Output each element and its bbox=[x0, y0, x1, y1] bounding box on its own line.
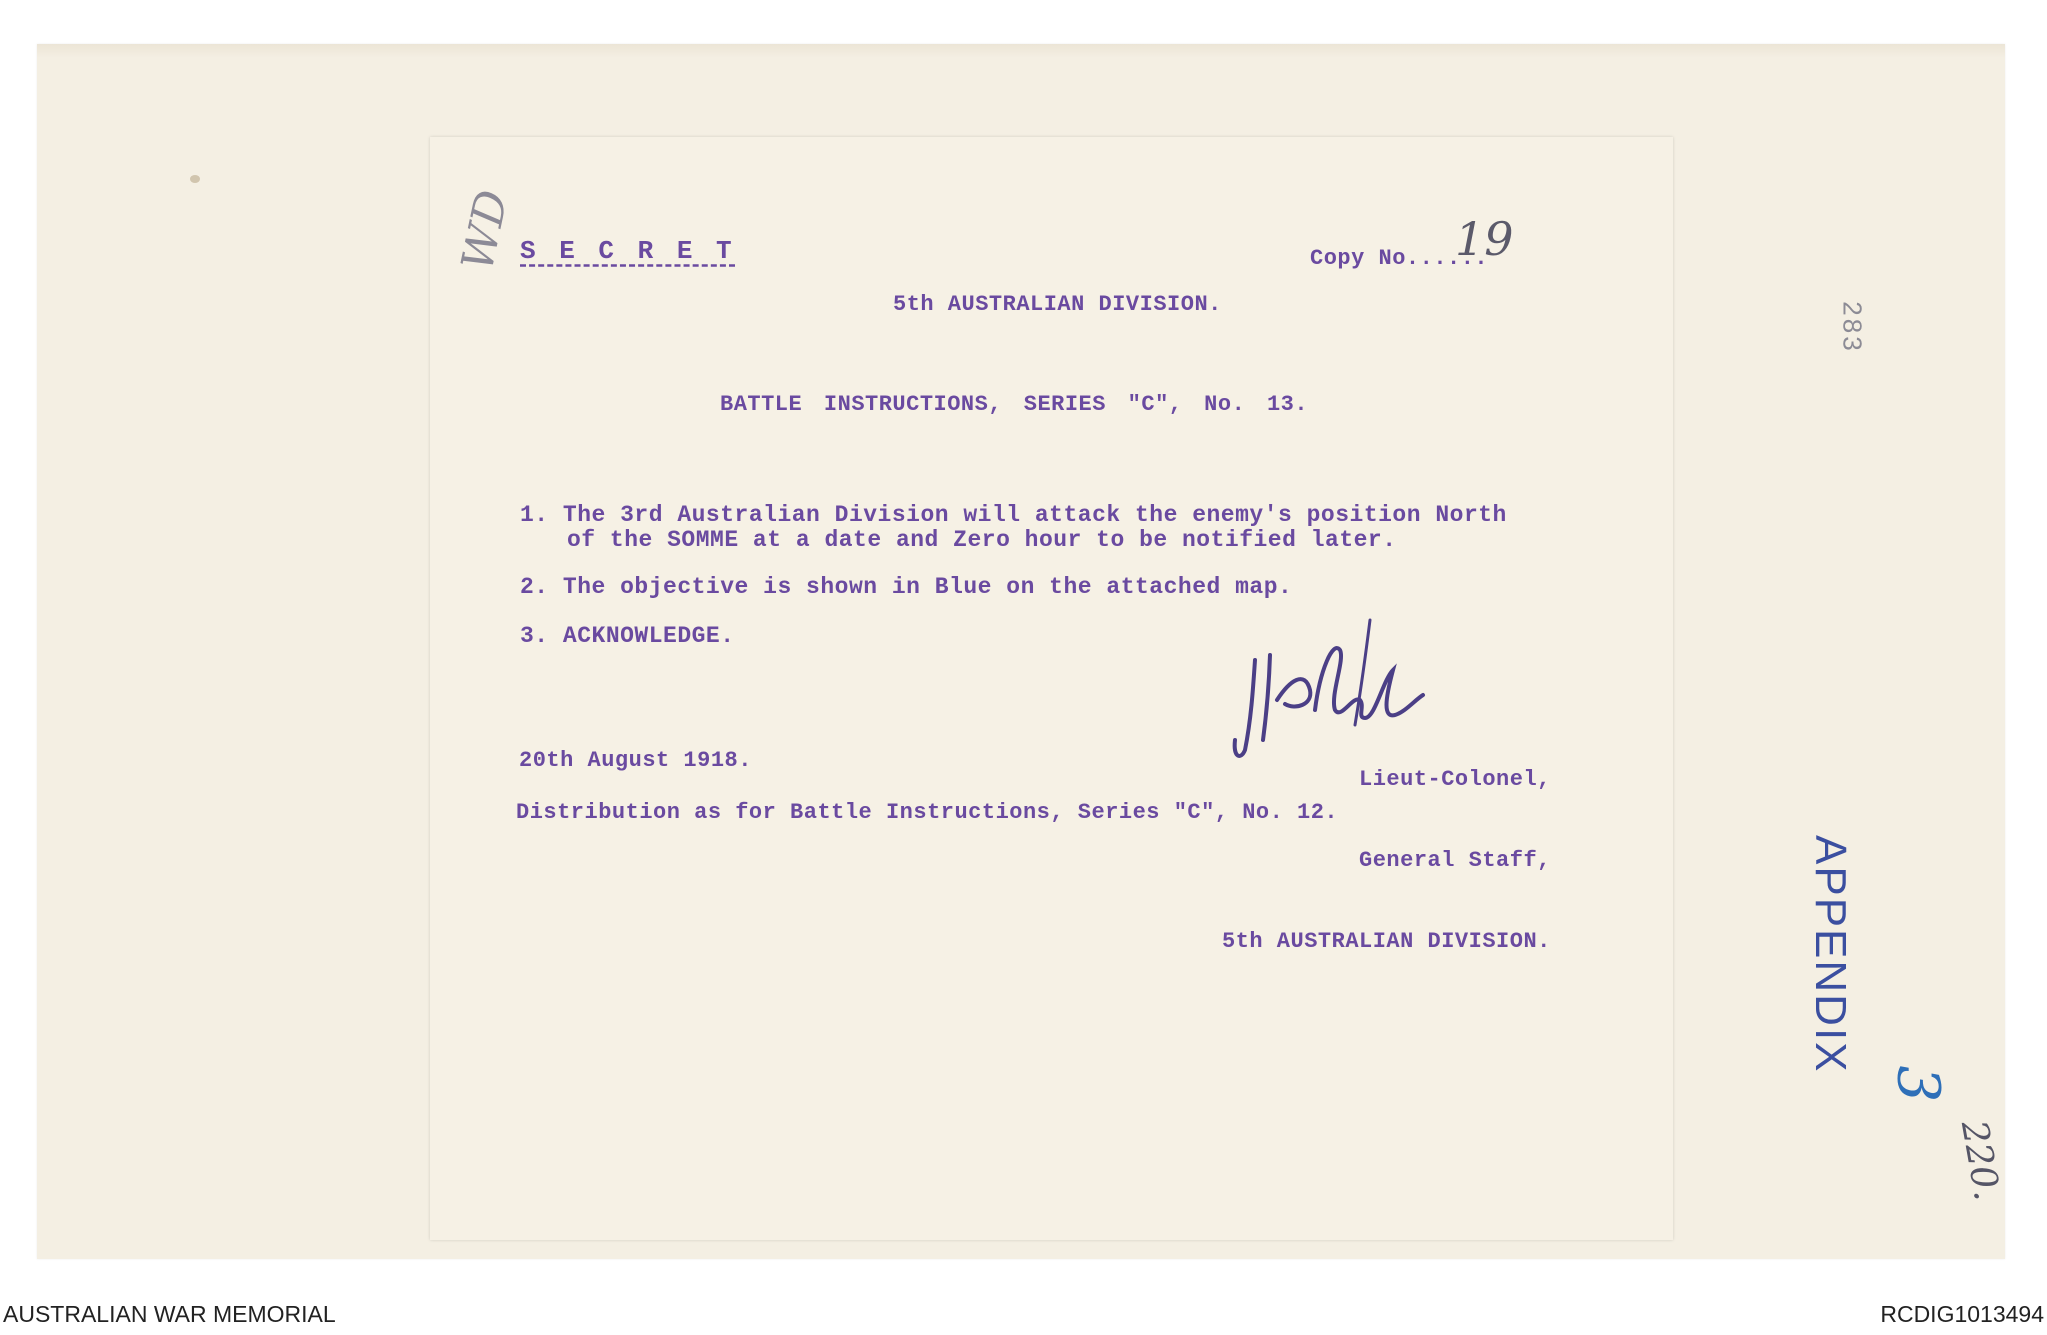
distribution-note: Distribution as for Battle Instructions, Series "C", No. 12. bbox=[516, 800, 1339, 825]
stain-mark bbox=[190, 175, 200, 183]
signature-staff: General Staff, bbox=[1359, 848, 1551, 873]
copy-number-label: Copy No...... bbox=[1310, 246, 1489, 271]
document-date: 20th August 1918. bbox=[519, 748, 752, 773]
footer-record-id: RCDIG1013494 bbox=[1880, 1301, 2044, 1327]
classification-heading: S E C R E T bbox=[520, 236, 736, 266]
instruction-item-3: 3. ACKNOWLEDGE. bbox=[520, 623, 735, 649]
folio-number-handwritten: 220. bbox=[1952, 1117, 2008, 1204]
appendix-number-handwritten: 3 bbox=[1884, 1065, 1953, 1103]
instruction-item-2: 2. The objective is shown in Blue on the attached map. bbox=[520, 574, 1293, 600]
page-number-annotation: 283 bbox=[1837, 301, 1868, 354]
instruction-item-1: 1. The 3rd Australian Division will attack the enemy's position North bbox=[520, 502, 1507, 528]
handwritten-wd-mark: WD bbox=[451, 185, 519, 276]
signature-division: 5th AUSTRALIAN DIVISION. bbox=[1222, 929, 1551, 954]
appendix-stamp: APPENDIX bbox=[1806, 835, 1855, 1074]
document-title: BATTLE INSTRUCTIONS, SERIES "C", No. 13. bbox=[720, 392, 1309, 417]
instruction-item-1-continued: of the SOMME at a date and Zero hour to be notified later. bbox=[567, 527, 1397, 553]
copy-number-handwritten: 19 bbox=[1455, 212, 1514, 266]
division-header: 5th AUSTRALIAN DIVISION. bbox=[893, 292, 1222, 317]
footer-institution: AUSTRALIAN WAR MEMORIAL bbox=[3, 1301, 336, 1327]
signature-rank: Lieut-Colonel, bbox=[1359, 767, 1551, 792]
signature-block bbox=[1222, 712, 1551, 982]
